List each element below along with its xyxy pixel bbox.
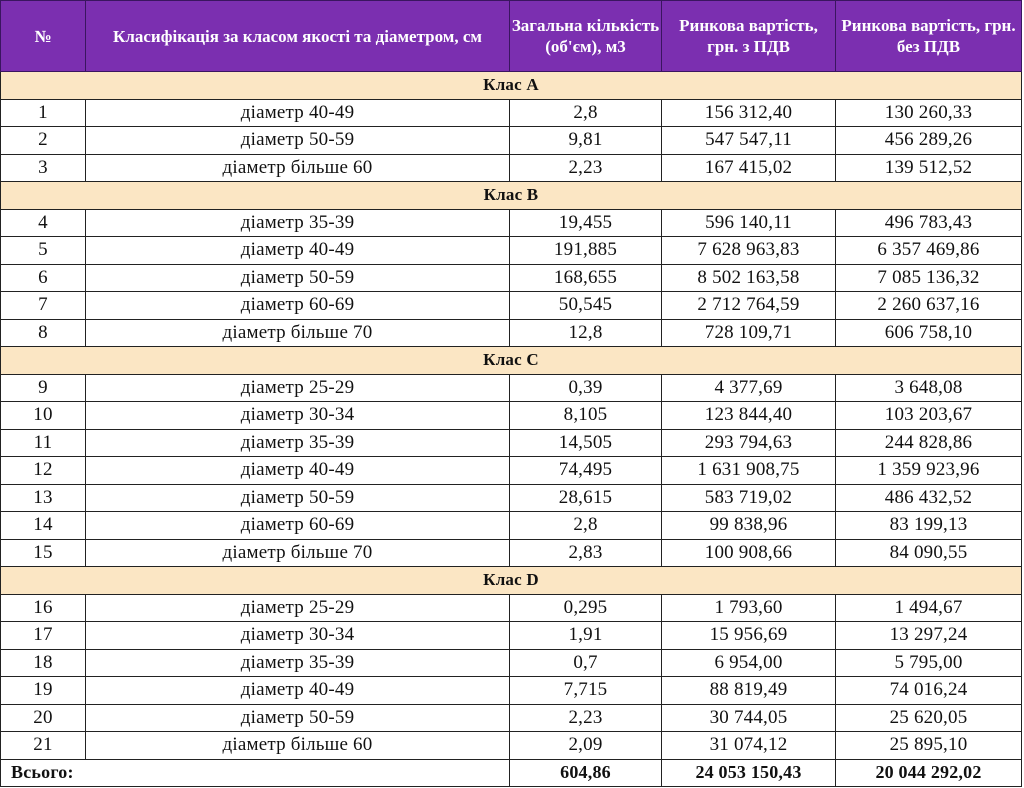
- row-volume: 0,7: [510, 649, 662, 677]
- row-volume: 2,23: [510, 704, 662, 732]
- row-value-no-vat: 74 016,24: [836, 677, 1022, 705]
- row-value-vat: 99 838,96: [662, 512, 836, 540]
- row-value-no-vat: 5 795,00: [836, 649, 1022, 677]
- row-value-no-vat: 25 620,05: [836, 704, 1022, 732]
- class-label: Клас А: [1, 72, 1022, 100]
- row-description: діаметр більше 70: [86, 319, 510, 347]
- row-value-vat: 2 712 764,59: [662, 292, 836, 320]
- table-row: [1, 292, 1022, 320]
- row-num: 17: [1, 622, 86, 650]
- row-volume: 50,545: [510, 292, 662, 320]
- table-row: [1, 319, 1022, 347]
- table-row: [1, 622, 1022, 650]
- row-description: діаметр 60-69: [86, 512, 510, 540]
- row-num: 16: [1, 594, 86, 622]
- class-header-row: [1, 567, 1022, 595]
- table-row: [1, 154, 1022, 182]
- class-label: Клас С: [1, 347, 1022, 375]
- table-row: [1, 402, 1022, 430]
- row-value-vat: 293 794,63: [662, 429, 836, 457]
- row-value-no-vat: 1 494,67: [836, 594, 1022, 622]
- row-description: діаметр 50-59: [86, 484, 510, 512]
- class-header-row: [1, 72, 1022, 100]
- row-description: діаметр 35-39: [86, 649, 510, 677]
- row-value-no-vat: 83 199,13: [836, 512, 1022, 540]
- row-value-vat: 596 140,11: [662, 209, 836, 237]
- row-volume: 2,8: [510, 512, 662, 540]
- row-volume: 1,91: [510, 622, 662, 650]
- row-value-no-vat: 103 203,67: [836, 402, 1022, 430]
- row-value-vat: 100 908,66: [662, 539, 836, 567]
- row-value-no-vat: 130 260,33: [836, 99, 1022, 127]
- row-value-no-vat: 456 289,26: [836, 127, 1022, 155]
- row-value-no-vat: 486 432,52: [836, 484, 1022, 512]
- table-row: [1, 127, 1022, 155]
- row-num: 1: [1, 99, 86, 127]
- table-row: [1, 594, 1022, 622]
- table-row: [1, 99, 1022, 127]
- row-volume: 14,505: [510, 429, 662, 457]
- row-value-vat: 8 502 163,58: [662, 264, 836, 292]
- header-value-no-vat: Ринкова вартість, грн. без ПДВ: [836, 1, 1022, 72]
- row-num: 19: [1, 677, 86, 705]
- row-volume: 0,39: [510, 374, 662, 402]
- table-row: [1, 484, 1022, 512]
- row-value-vat: 7 628 963,83: [662, 237, 836, 265]
- row-value-vat: 15 956,69: [662, 622, 836, 650]
- class-header-row: [1, 347, 1022, 375]
- row-description: діаметр 50-59: [86, 704, 510, 732]
- row-volume: 12,8: [510, 319, 662, 347]
- row-num: 2: [1, 127, 86, 155]
- row-num: 18: [1, 649, 86, 677]
- row-value-no-vat: 25 895,10: [836, 732, 1022, 760]
- row-description: діаметр 25-29: [86, 374, 510, 402]
- row-volume: 8,105: [510, 402, 662, 430]
- table-row: [1, 649, 1022, 677]
- row-num: 15: [1, 539, 86, 567]
- row-value-vat: 31 074,12: [662, 732, 836, 760]
- table-row: [1, 429, 1022, 457]
- row-description: діаметр 50-59: [86, 127, 510, 155]
- row-num: 3: [1, 154, 86, 182]
- row-num: 6: [1, 264, 86, 292]
- row-num: 14: [1, 512, 86, 540]
- row-value-vat: 583 719,02: [662, 484, 836, 512]
- row-num: 7: [1, 292, 86, 320]
- total-label: Всього:: [1, 759, 510, 787]
- row-value-vat: 123 844,40: [662, 402, 836, 430]
- table-row: [1, 457, 1022, 485]
- row-volume: 74,495: [510, 457, 662, 485]
- row-value-no-vat: 606 758,10: [836, 319, 1022, 347]
- row-value-vat: 6 954,00: [662, 649, 836, 677]
- row-num: 10: [1, 402, 86, 430]
- class-label: Клас В: [1, 182, 1022, 210]
- row-volume: 168,655: [510, 264, 662, 292]
- table-row: [1, 539, 1022, 567]
- table-row: [1, 264, 1022, 292]
- row-volume: 2,09: [510, 732, 662, 760]
- row-description: діаметр 35-39: [86, 209, 510, 237]
- row-description: діаметр 50-59: [86, 264, 510, 292]
- table-row: [1, 209, 1022, 237]
- row-volume: 2,23: [510, 154, 662, 182]
- row-description: діаметр більше 60: [86, 154, 510, 182]
- row-value-vat: 4 377,69: [662, 374, 836, 402]
- row-description: діаметр 40-49: [86, 677, 510, 705]
- total-volume: 604,86: [510, 759, 662, 787]
- row-value-vat: 547 547,11: [662, 127, 836, 155]
- row-volume: 7,715: [510, 677, 662, 705]
- header-num: №: [1, 1, 86, 72]
- table-body: [1, 72, 1022, 787]
- row-num: 4: [1, 209, 86, 237]
- row-value-no-vat: 3 648,08: [836, 374, 1022, 402]
- row-num: 13: [1, 484, 86, 512]
- row-volume: 191,885: [510, 237, 662, 265]
- row-volume: 2,8: [510, 99, 662, 127]
- row-value-no-vat: 244 828,86: [836, 429, 1022, 457]
- header-value-vat: Ринкова вартість, грн. з ПДВ: [662, 1, 836, 72]
- row-description: діаметр більше 70: [86, 539, 510, 567]
- row-value-vat: 156 312,40: [662, 99, 836, 127]
- row-value-vat: 167 415,02: [662, 154, 836, 182]
- row-value-no-vat: 496 783,43: [836, 209, 1022, 237]
- row-description: діаметр 35-39: [86, 429, 510, 457]
- row-description: діаметр 60-69: [86, 292, 510, 320]
- row-description: діаметр 40-49: [86, 237, 510, 265]
- table-row: [1, 374, 1022, 402]
- row-value-no-vat: 84 090,55: [836, 539, 1022, 567]
- row-value-no-vat: 1 359 923,96: [836, 457, 1022, 485]
- row-description: діаметр 25-29: [86, 594, 510, 622]
- row-value-no-vat: 139 512,52: [836, 154, 1022, 182]
- row-description: діаметр 40-49: [86, 99, 510, 127]
- row-num: 20: [1, 704, 86, 732]
- class-label: Клас D: [1, 567, 1022, 595]
- row-num: 5: [1, 237, 86, 265]
- row-description: діаметр 30-34: [86, 622, 510, 650]
- row-volume: 0,295: [510, 594, 662, 622]
- row-volume: 28,615: [510, 484, 662, 512]
- class-header-row: [1, 182, 1022, 210]
- row-value-vat: 728 109,71: [662, 319, 836, 347]
- row-num: 11: [1, 429, 86, 457]
- row-value-no-vat: 6 357 469,86: [836, 237, 1022, 265]
- row-value-vat: 30 744,05: [662, 704, 836, 732]
- row-num: 21: [1, 732, 86, 760]
- header-classification: Класифікація за класом якості та діаметром, см: [86, 1, 510, 72]
- row-value-no-vat: 2 260 637,16: [836, 292, 1022, 320]
- row-num: 8: [1, 319, 86, 347]
- header-row: [1, 1, 1022, 72]
- row-value-no-vat: 13 297,24: [836, 622, 1022, 650]
- table-row: [1, 732, 1022, 760]
- header-volume: Загальна кількість (об'єм), м3: [510, 1, 662, 72]
- table-row: [1, 704, 1022, 732]
- table-row: [1, 677, 1022, 705]
- row-value-vat: 1 793,60: [662, 594, 836, 622]
- total-value-vat: 24 053 150,43: [662, 759, 836, 787]
- row-description: діаметр 30-34: [86, 402, 510, 430]
- row-num: 9: [1, 374, 86, 402]
- row-value-vat: 88 819,49: [662, 677, 836, 705]
- table-row: [1, 512, 1022, 540]
- row-description: діаметр більше 60: [86, 732, 510, 760]
- row-value-no-vat: 7 085 136,32: [836, 264, 1022, 292]
- total-row: [1, 759, 1022, 787]
- row-value-vat: 1 631 908,75: [662, 457, 836, 485]
- row-volume: 19,455: [510, 209, 662, 237]
- row-volume: 9,81: [510, 127, 662, 155]
- row-description: діаметр 40-49: [86, 457, 510, 485]
- total-value-no-vat: 20 044 292,02: [836, 759, 1022, 787]
- row-num: 12: [1, 457, 86, 485]
- table-row: [1, 237, 1022, 265]
- row-volume: 2,83: [510, 539, 662, 567]
